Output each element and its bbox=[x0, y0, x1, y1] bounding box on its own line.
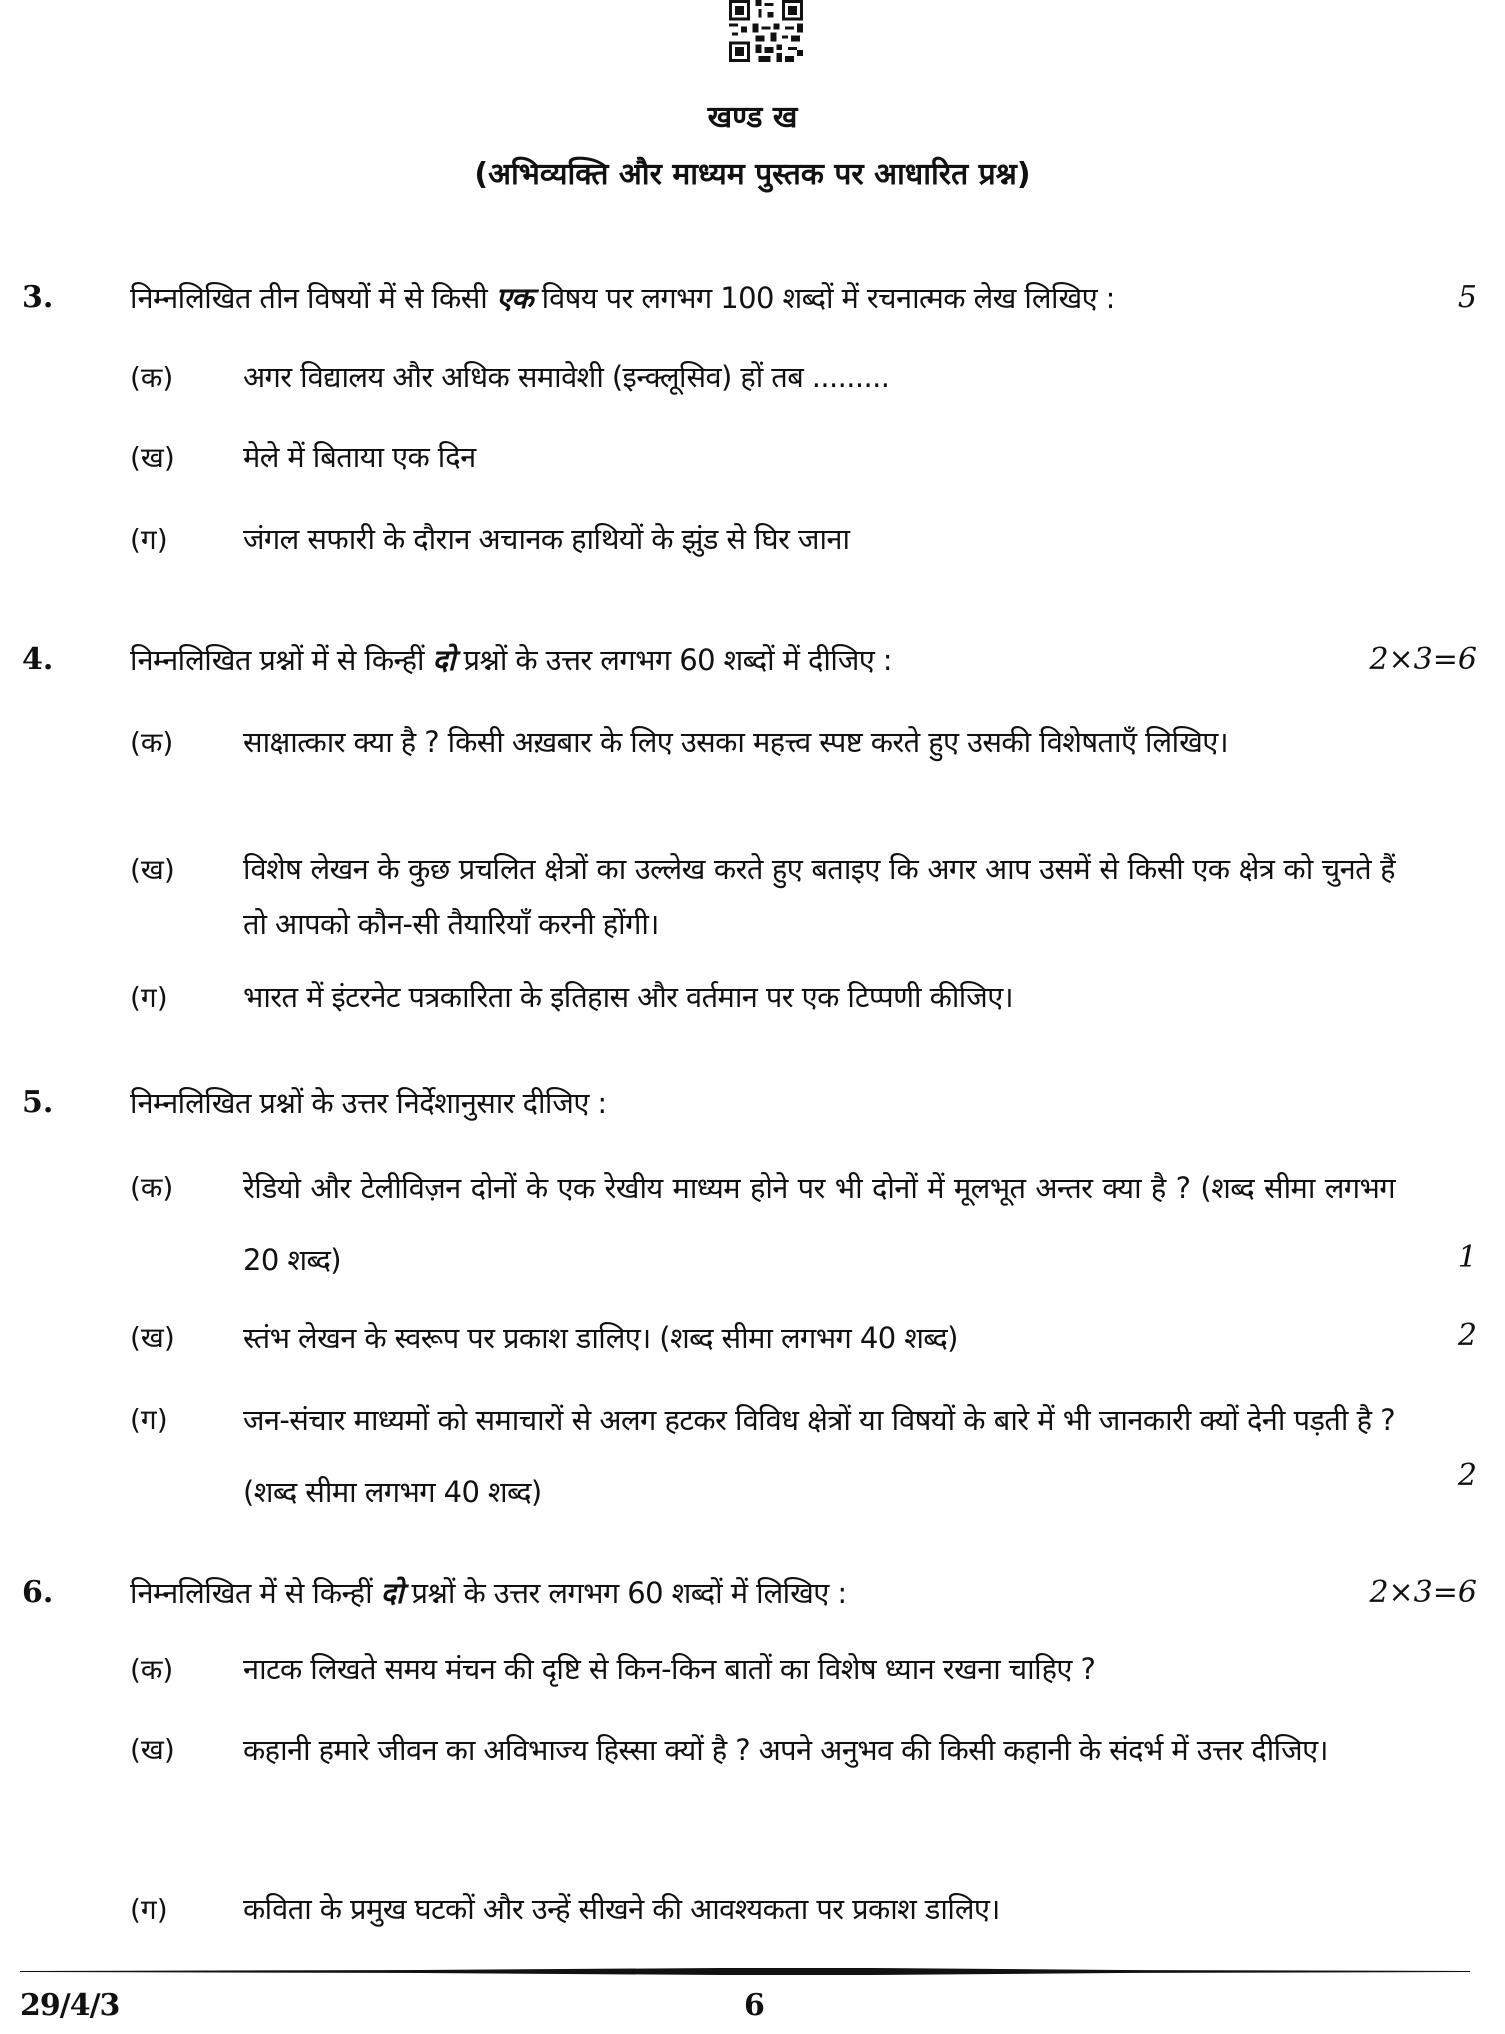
marks: 1 bbox=[1457, 1240, 1477, 1275]
part-label: (क) bbox=[130, 1171, 174, 1204]
marks: 2 bbox=[1457, 1318, 1477, 1353]
question-stem bbox=[130, 640, 892, 680]
question-stem: निम्नलिखित प्रश्नों के उत्तर निर्देशानुसार दीजिए : bbox=[130, 1086, 607, 1120]
question-stem bbox=[130, 1573, 847, 1613]
footer-divider bbox=[20, 1966, 1470, 1976]
part-label: (ख) bbox=[130, 853, 175, 886]
part-label: (ख) bbox=[130, 1321, 175, 1354]
part-label: (क) bbox=[130, 1653, 174, 1686]
stem-emphasis: दो bbox=[432, 643, 455, 677]
part-label: (ग) bbox=[130, 1403, 168, 1436]
part-text: विशेष लेखन के कुछ प्रचलित क्षेत्रों का उल्लेख करते हुए बताइए कि अगर आप उसमें से किसी एक क्षेत्र को चुनते हैं तो आपको कौन-सी तैयारियाँ करनी होंगी। bbox=[243, 852, 1395, 941]
marks: 5 bbox=[1457, 280, 1477, 315]
part-text: रेडियो और टेलीविज़न दोनों के एक रेखीय माध्यम होने पर भी दोनों में मूलभूत अन्तर क्या है ? (शब्द सीमा लगभग 20 शब्द) bbox=[243, 1171, 1395, 1277]
part-text: जंगल सफारी के दौरान अचानक हाथियों के झुंड से घिर जाना bbox=[243, 522, 850, 556]
part-label: (ग) bbox=[130, 523, 168, 556]
question-number: 5. bbox=[22, 1085, 54, 1120]
part-label: (ग) bbox=[130, 981, 168, 1014]
stem-text: विषय पर लगभग 100 शब्दों में रचनात्मक लेख लिखिए : bbox=[532, 281, 1115, 315]
stem-text: निम्नलिखित प्रश्नों में से किन्हीं bbox=[130, 643, 433, 677]
marks: 2 bbox=[1457, 1458, 1477, 1493]
stem-emphasis: एक bbox=[495, 281, 533, 315]
section-subtitle: (अभिव्यक्ति और माध्यम पुस्तक पर आधारित प्रश्न) bbox=[474, 157, 1031, 192]
question-number: 3. bbox=[22, 280, 54, 315]
marks: 2×3=6 bbox=[1369, 1575, 1477, 1610]
section-title: खण्ड ख bbox=[707, 100, 798, 135]
part-text: साक्षात्कार क्या है ? किसी अख़बार के लिए उसका महत्त्व स्पष्ट करते हुए उसकी विशेषताएँ लिखिए। bbox=[243, 725, 1229, 759]
part-text: जन-संचार माध्यमों को समाचारों से अलग हटकर विविध क्षेत्रों या विषयों के बारे में भी जानकारी क्यों देनी पड़ती है ? (शब्द सीमा लगभग 40 शब्द) bbox=[243, 1403, 1395, 1509]
part-text: नाटक लिखते समय मंचन की दृष्टि से किन-किन बातों का विशेष ध्यान रखना चाहिए ? bbox=[243, 1652, 1096, 1686]
part-label: (क) bbox=[130, 361, 174, 394]
part-label: (ग) bbox=[130, 1893, 168, 1926]
stem-text: निम्नलिखित में से किन्हीं bbox=[130, 1576, 381, 1610]
page-number: 6 bbox=[744, 1988, 765, 2023]
paper-code: 29/4/3 bbox=[20, 1988, 120, 2023]
part-text: स्तंभ लेखन के स्वरूप पर प्रकाश डालिए। (शब्द सीमा लगभग 40 शब्द) bbox=[243, 1321, 958, 1355]
part-label: (क) bbox=[130, 726, 174, 759]
part-text: कहानी हमारे जीवन का अविभाज्य हिस्सा क्यों है ? अपने अनुभव की किसी कहानी के संदर्भ में उत्तर दीजिए। bbox=[243, 1733, 1328, 1767]
stem-emphasis: दो bbox=[380, 1576, 403, 1610]
question-number: 4. bbox=[22, 642, 54, 677]
part-text: अगर विद्यालय और अधिक समावेशी (इन्क्लूसिव) हों तब ......... bbox=[243, 360, 890, 394]
part-label: (ख) bbox=[130, 441, 175, 474]
question-number: 6. bbox=[22, 1575, 54, 1610]
question-stem bbox=[130, 278, 1115, 318]
part-label: (ख) bbox=[130, 1733, 175, 1766]
stem-text: प्रश्नों के उत्तर लगभग 60 शब्दों में दीजिए : bbox=[454, 643, 892, 677]
qr-code-icon bbox=[728, 0, 804, 62]
stem-text: निम्नलिखित तीन विषयों में से किसी bbox=[130, 281, 496, 315]
stem-text: प्रश्नों के उत्तर लगभग 60 शब्दों में लिखिए : bbox=[402, 1576, 847, 1610]
part-text: भारत में इंटरनेट पत्रकारिता के इतिहास और वर्तमान पर एक टिप्पणी कीजिए। bbox=[243, 980, 1014, 1014]
part-text: कविता के प्रमुख घटकों और उन्हें सीखने की आवश्यकता पर प्रकाश डालिए। bbox=[243, 1892, 1000, 1926]
part-text: मेले में बिताया एक दिन bbox=[243, 440, 476, 474]
marks: 2×3=6 bbox=[1369, 642, 1477, 677]
